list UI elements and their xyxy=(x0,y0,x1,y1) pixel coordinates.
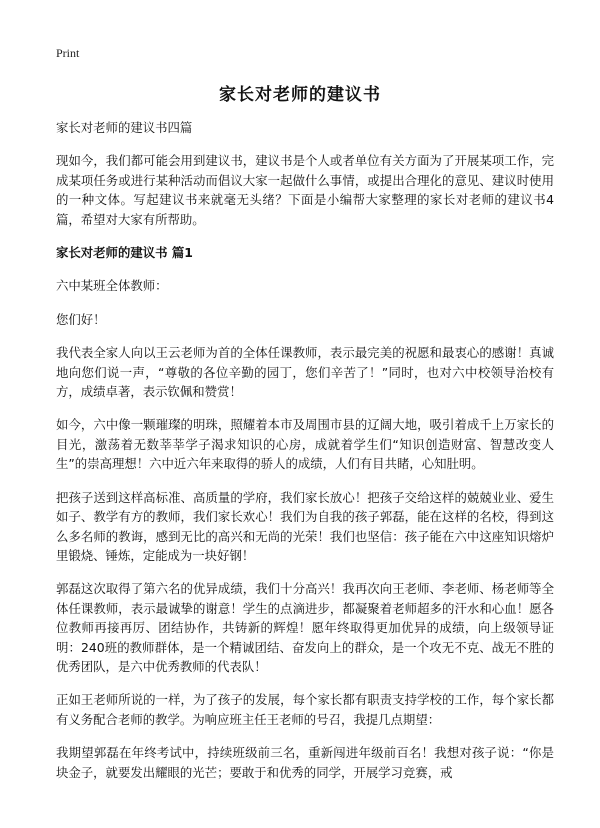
body-paragraph: 如今，六中像一颗璀璨的明珠，照耀着本市及周围市县的辽阔大地，吸引着成千上万家长的目光，激荡着无数莘莘学子渴求知识的心房，成就着学生们“知识创造财富、智慧改变人生”的崇高理想！六中近六年来取得的骄人的成绩，人们有目共睹，心知肚明。 xyxy=(56,417,554,472)
greeting: 您们好！ xyxy=(56,311,106,327)
body-paragraph: 我代表全家人向以王云老师为首的全体任课教师，表示最完美的祝愿和最衷心的感谢！真诚地向您们说一声，“尊敬的各位辛勤的园丁，您们辛苦了！”同时，也对六中校领导治校有方，成绩卓著，表示钦佩和赞赏！ xyxy=(56,345,554,400)
section-heading: 家长对老师的建议书 篇1 xyxy=(56,245,193,261)
body-paragraph: 把孩子送到这样高标准、高质量的学府，我们家长放心！把孩子交给这样的兢兢业业、爱生如子、教学有方的教师，我们家长欢心！我们为自我的孩子郭磊，能在这样的名校，得到这么多名师的教诲，感到无比的高兴和无尚的光荣！我们也坚信：孩子能在六中这座知识熔炉里锻烧、锤炼，定能成为一块好钢！ xyxy=(56,489,554,563)
document-body xyxy=(56,118,554,796)
intro-paragraph: 现如今，我们都可能会用到建议书，建议书是个人或者单位有关方面为了开展某项工作，完成某项任务或进行某种活动而倡议大家一起做什么事情，或提出合理化的意见、建议时使用的一种文体。写起建议书来就毫无头绪？下面是小编帮大家整理的家长对老师的建议书4篇，希望对大家有所帮助。 xyxy=(56,153,554,227)
page-title: 家长对老师的建议书 xyxy=(219,85,381,105)
salutation: 六中某班全体教师： xyxy=(56,278,168,294)
document-subtitle: 家长对老师的建议书四篇 xyxy=(56,120,193,135)
body-paragraph: 我期望郭磊在年终考试中，持续班级前三名，重新闯进年级前百名！我想对孩子说：“你是块金子，就要发出耀眼的光芒；要敢于和优秀的同学，开展学习竞赛，戒 xyxy=(56,745,554,780)
body-paragraph: 郭磊这次取得了第六名的优异成绩，我们十分高兴！我再次向王老师、李老师、杨老师等全体任课教师，表示最诚挚的谢意！学生的点滴进步，都凝聚着老师超多的汗水和心血！愿各位教师再接再厉、团结协作，共铸新的辉煌！愿年终取得更加优异的成绩，向上级领导证明：240班的教师群体，是一个精诚团结、奋发向上的群众，是一个攻无不克、战无不胜的优秀团队，是六中优秀教师的代表队！ xyxy=(56,581,554,674)
body-paragraph: 正如王老师所说的一样，为了孩子的发展，每个家长都有职责支持学校的工作，每个家长都有义务配合老师的教学。为响应班主任王老师的号召，我提几点期望： xyxy=(56,692,554,727)
print-label: Print xyxy=(56,46,80,60)
